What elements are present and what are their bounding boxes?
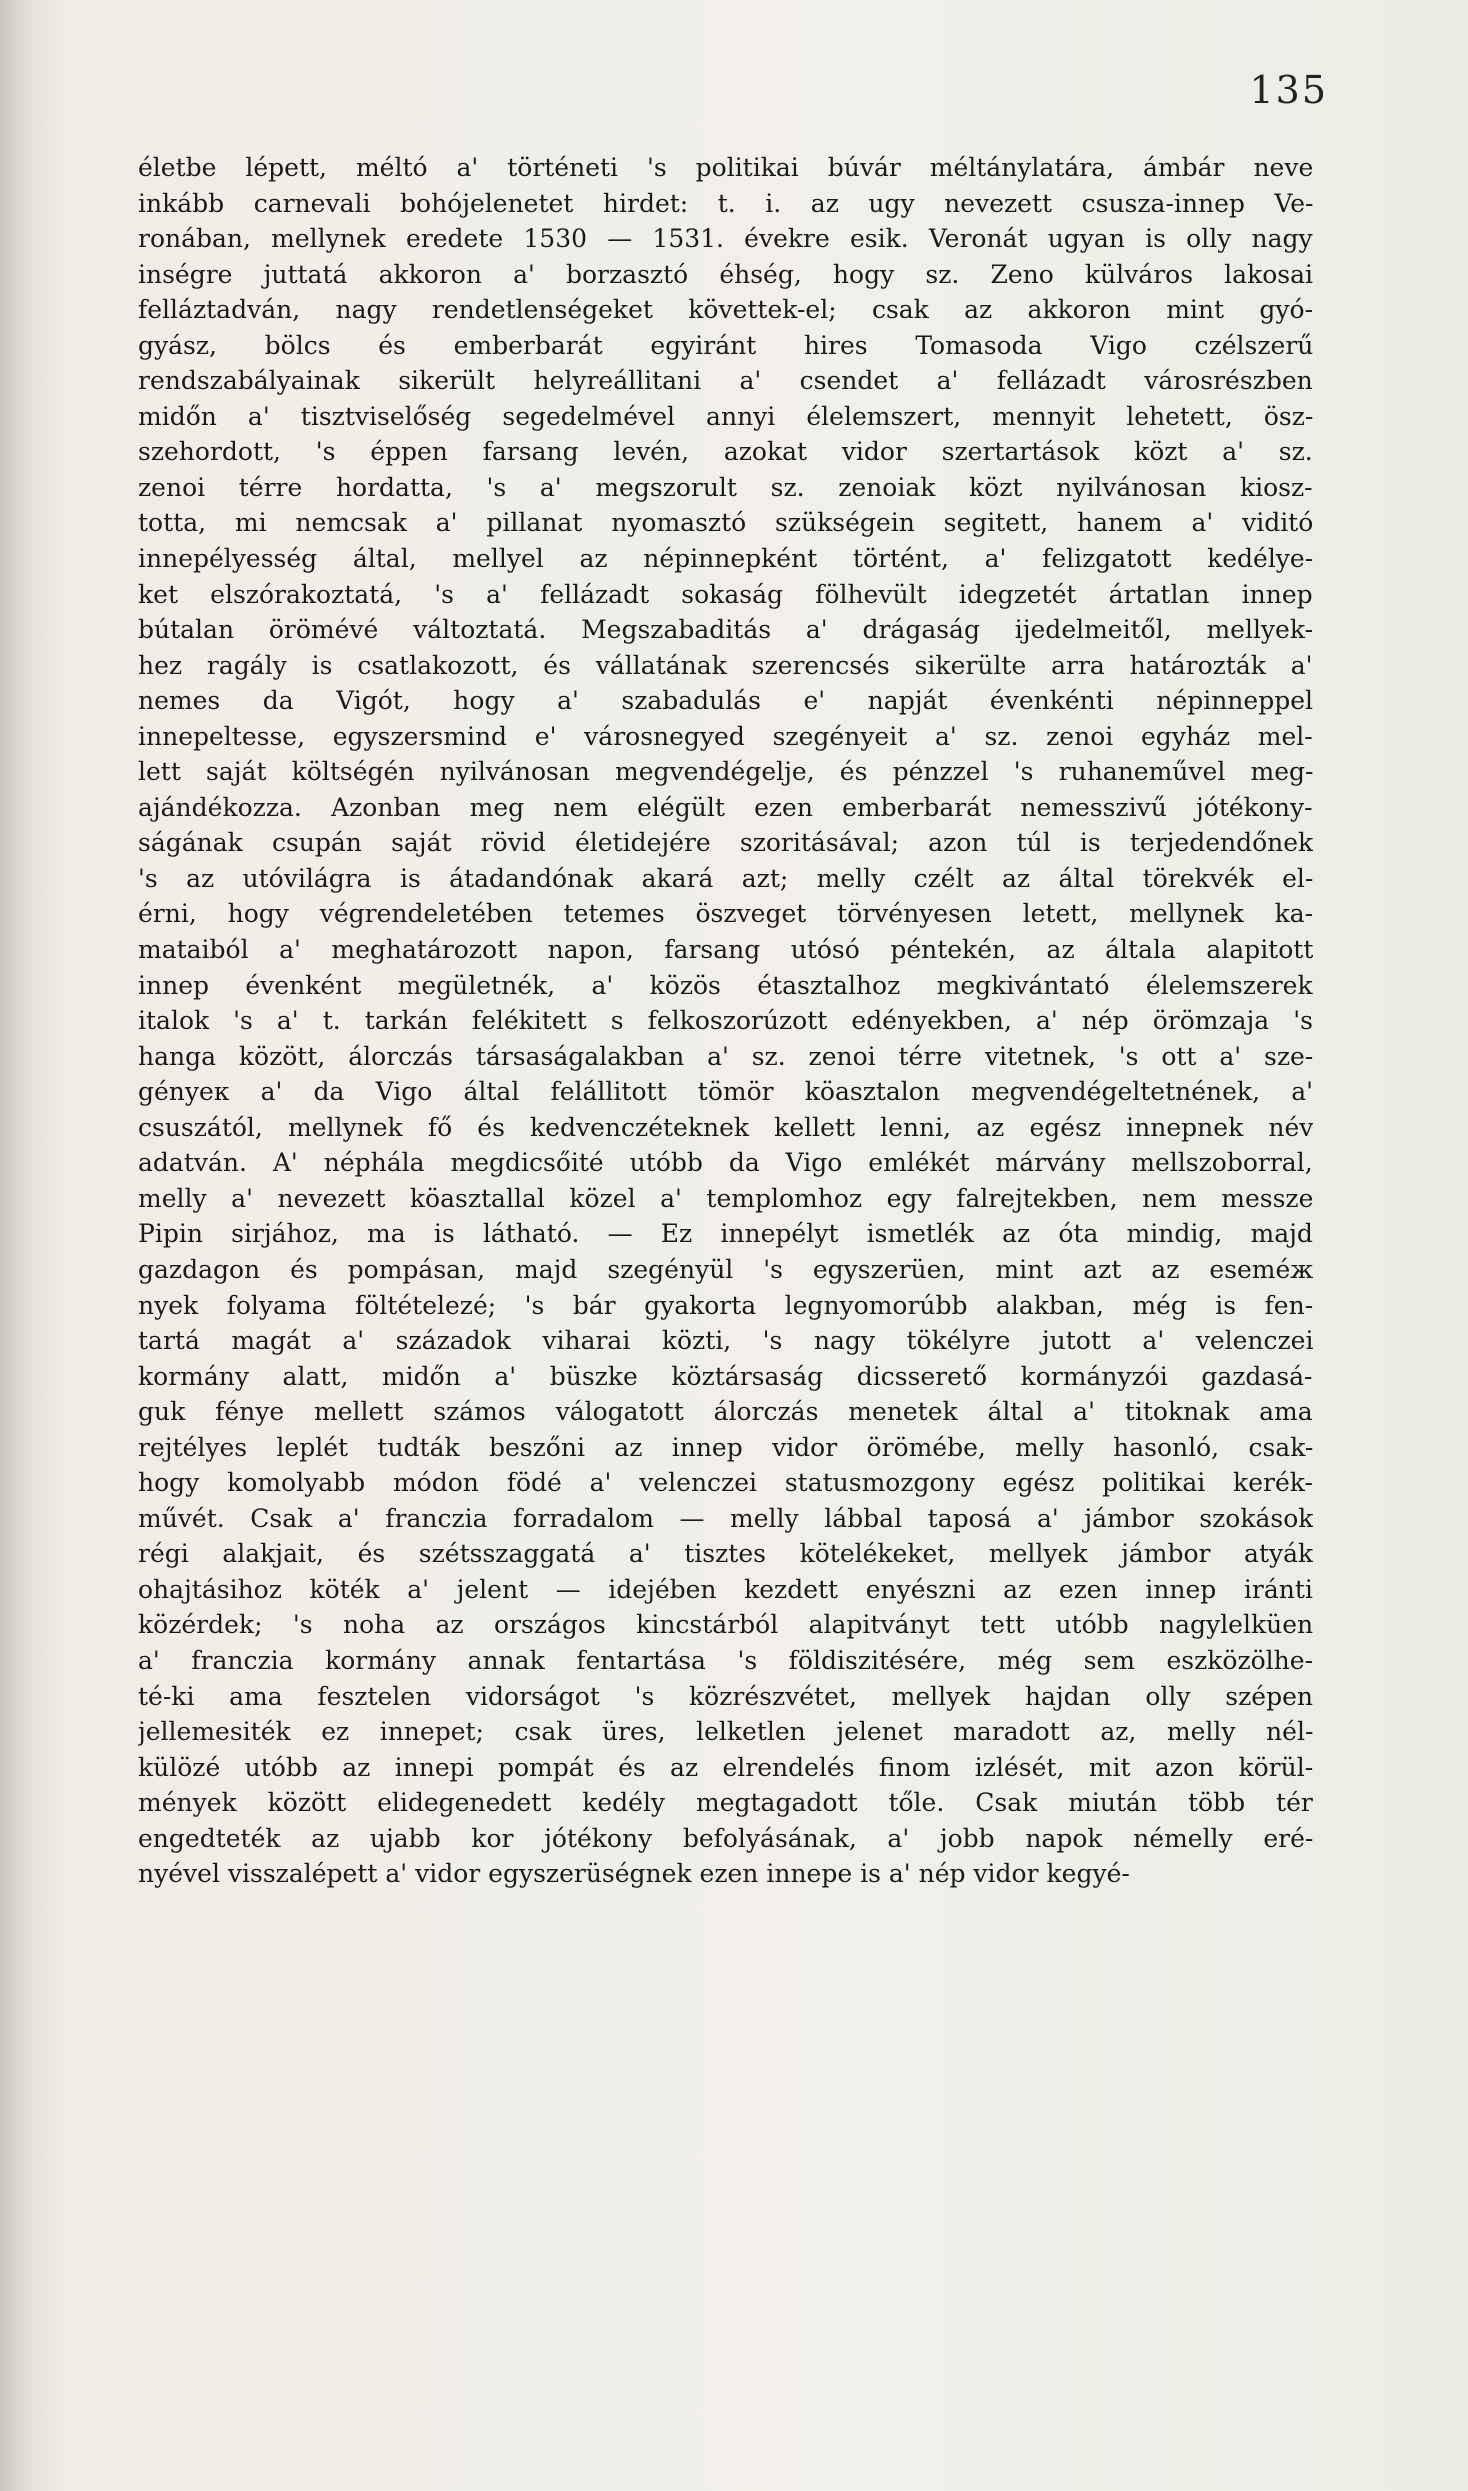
text-line: nyével visszalépett a' vidor egyszerüségnek ezen innepe is a' nép vidor kegyé- [138, 1859, 1130, 1889]
text-line: művét. Csak a' franczia forradalom — melly lábbal taposá a' jámbor szokások [138, 1503, 1313, 1533]
text-line: inkább carnevali bohójelenetet hirdet: t. i. az ugy nevezett csusza-innep Ve- [138, 188, 1313, 218]
text-line: midőn a' tisztviselőség segedelmével annyi élelemszert, mennyit lehetett, ösz- [138, 401, 1313, 431]
text-line: adatván. A' néphála megdicsőité utóbb da Vigo emlékét márvány mellszoborral, [138, 1148, 1313, 1178]
text-line: mataiból a' meghatározott napon, farsang utósó péntekén, az általa alapitott [138, 935, 1313, 965]
text-line: külözé utóbb az innepi pompát és az elrendelés finom izlését, mit azon körül- [138, 1752, 1313, 1782]
text-line: életbe lépett, méltó a' történeti 's politikai búvár méltánylatára, ámbár neve [138, 153, 1313, 182]
text-line: italok 's a' t. tarkán felékitett s felkoszorúzott edényekben, a' nép örömzaja 's [138, 1006, 1313, 1036]
text-line: hogy komolyabb módon födé a' velenczei statusmozgony egész politikai kerék- [138, 1468, 1313, 1498]
text-line: ronában, mellynek eredete 1530 — 1531. évekre esik. Veronát ugyan is olly nagy [138, 224, 1313, 254]
text-line: nemes da Vigót, hogy a' szabadulás e' napját évenkénti népinneppel [138, 686, 1313, 716]
page-number: 135 [1249, 68, 1328, 112]
text-line: közérdek; 's noha az országos kincstárból alapitványt tett utóbb nagylelküen [138, 1610, 1313, 1640]
text-line: engedteték az ujabb kor jótékony befolyásának, a' jobb napok némelly eré- [138, 1823, 1313, 1853]
text-line: rejtélyes leplét tudták beszőni az innep vidor örömébe, melly hasonló, csak- [138, 1432, 1313, 1462]
text-line: ket elszórakoztatá, 's a' fellázadt sokaság fölhevült idegzetét ártatlan innep [138, 579, 1313, 609]
text-line: zenoi térre hordatta, 's a' megszorult sz. zenoiak közt nyilvánosan kiosz- [138, 472, 1313, 502]
text-line: mények között elidegenedett kedély megtagadott tőle. Csak miután több tér [138, 1788, 1313, 1818]
text-line: régi alakjait, és szétsszaggatá a' tisztes kötelékeket, mellyek jámbor atyák [138, 1539, 1313, 1569]
text-line: melly a' nevezett köasztallal közel a' templomhoz egy falrejtekben, nem messze [138, 1183, 1313, 1213]
text-line: bútalan örömévé változtatá. Megszabaditás a' drágaság ijedelmeitől, mellyek- [138, 615, 1313, 645]
text-line: ajándékozza. Azonban meg nem elégült ezen emberbarát nemesszivű jótékony- [138, 792, 1313, 822]
text-line: innepeltesse, egyszersmind e' városnegyed szegényeit a' sz. zenoi egyház mel- [138, 721, 1313, 751]
text-line: gazdagon és pompásan, majd szegényül 's egyszerüen, mint azt az eseméж [138, 1254, 1313, 1284]
text-line: inségre juttatá akkoron a' borzasztó éhség, hogy sz. Zeno külváros lakosai [138, 259, 1313, 289]
body-text [138, 150, 1313, 1892]
text-line: a' franczia kormány annak fentartása 's földiszitésére, még sem eszközölhe- [138, 1645, 1313, 1675]
text-line: nyek folyama föltételezé; 's bár gyakorta legnyomorúbb alakban, még is fen- [138, 1290, 1313, 1320]
text-line: gényeк a' da Vigo által felállitott tömör köasztalon megvendégeltetnének, a' [138, 1077, 1313, 1107]
text-line: rendszabályainak sikerült helyreállitani a' csendet a' fellázadt városrészben [138, 366, 1313, 396]
text-line: ohajtásihoz köték a' jelent — idejében kezdett enyészni az ezen innep iránti [138, 1574, 1313, 1604]
text-line: érni, hogy végrendeletében tetemes öszveget törvényesen letett, mellynek ka- [138, 899, 1313, 929]
text-line: innepélyesség által, mellyel az népinnepként történt, a' felizgatott kedélye- [138, 544, 1313, 574]
text-line: Pipin sirjához, ma is látható. — Ez innepélyt ismetlék az óta mindig, majd [138, 1219, 1313, 1249]
text-line: szehordott, 's éppen farsang levén, azokat vidor szertartások közt a' sz. [138, 437, 1313, 467]
text-line: innep évenként megületnék, a' közös étasztalhoz megkivántató élelemszerek [138, 970, 1313, 1000]
text-line: gyász, bölcs és emberbarát egyiránt hires Tomasoda Vigo czélszerű [138, 330, 1313, 360]
text-line: jellemesiték ez innepet; csak üres, lelketlen jelenet maradott az, melly nél- [138, 1717, 1313, 1747]
text-line: felláztadván, nagy rendetlenségeket követtek-el; csak az akkoron mint gyó- [138, 295, 1313, 325]
text-line: ságának csupán saját rövid életidejére szoritásával; azon túl is terjedendőnek [138, 828, 1313, 858]
text-line: té-ki ama fesztelen vidorságot 's közrészvétet, mellyek hajdan olly szépen [138, 1681, 1313, 1711]
text-line: csuszától, mellynek fő és kedvenczéteknek kellett lenni, az egész innepnek név [138, 1112, 1313, 1142]
text-line: guk fénye mellett számos válogatott álorczás menetek által a' titoknak ama [138, 1397, 1313, 1427]
text-line: kormány alatt, midőn a' büszke köztársaság dicsserető kormányzói gazdasá- [138, 1361, 1313, 1391]
text-line: hanga között, álorczás társaságalakban a' sz. zenoi térre vitetnek, 's ott a' sze- [138, 1041, 1313, 1071]
text-line: totta, mi nemcsak a' pillanat nyomasztó szükségein segitett, hanem a' viditó [138, 508, 1313, 538]
text-line: hez ragály is csatlakozott, és vállatának szerencsés sikerülte arra határozták a' [138, 650, 1313, 680]
text-line: 's az utóvilágra is átadandónak akará azt; melly czélt az által törekvék el- [138, 863, 1313, 893]
text-line: tartá magát a' századok viharai közti, 's nagy tökélyre jutott a' velenczei [138, 1326, 1313, 1356]
text-line: lett saját költségén nyilvánosan megvendégelje, és pénzzel 's ruhaneművel meg- [138, 757, 1313, 787]
